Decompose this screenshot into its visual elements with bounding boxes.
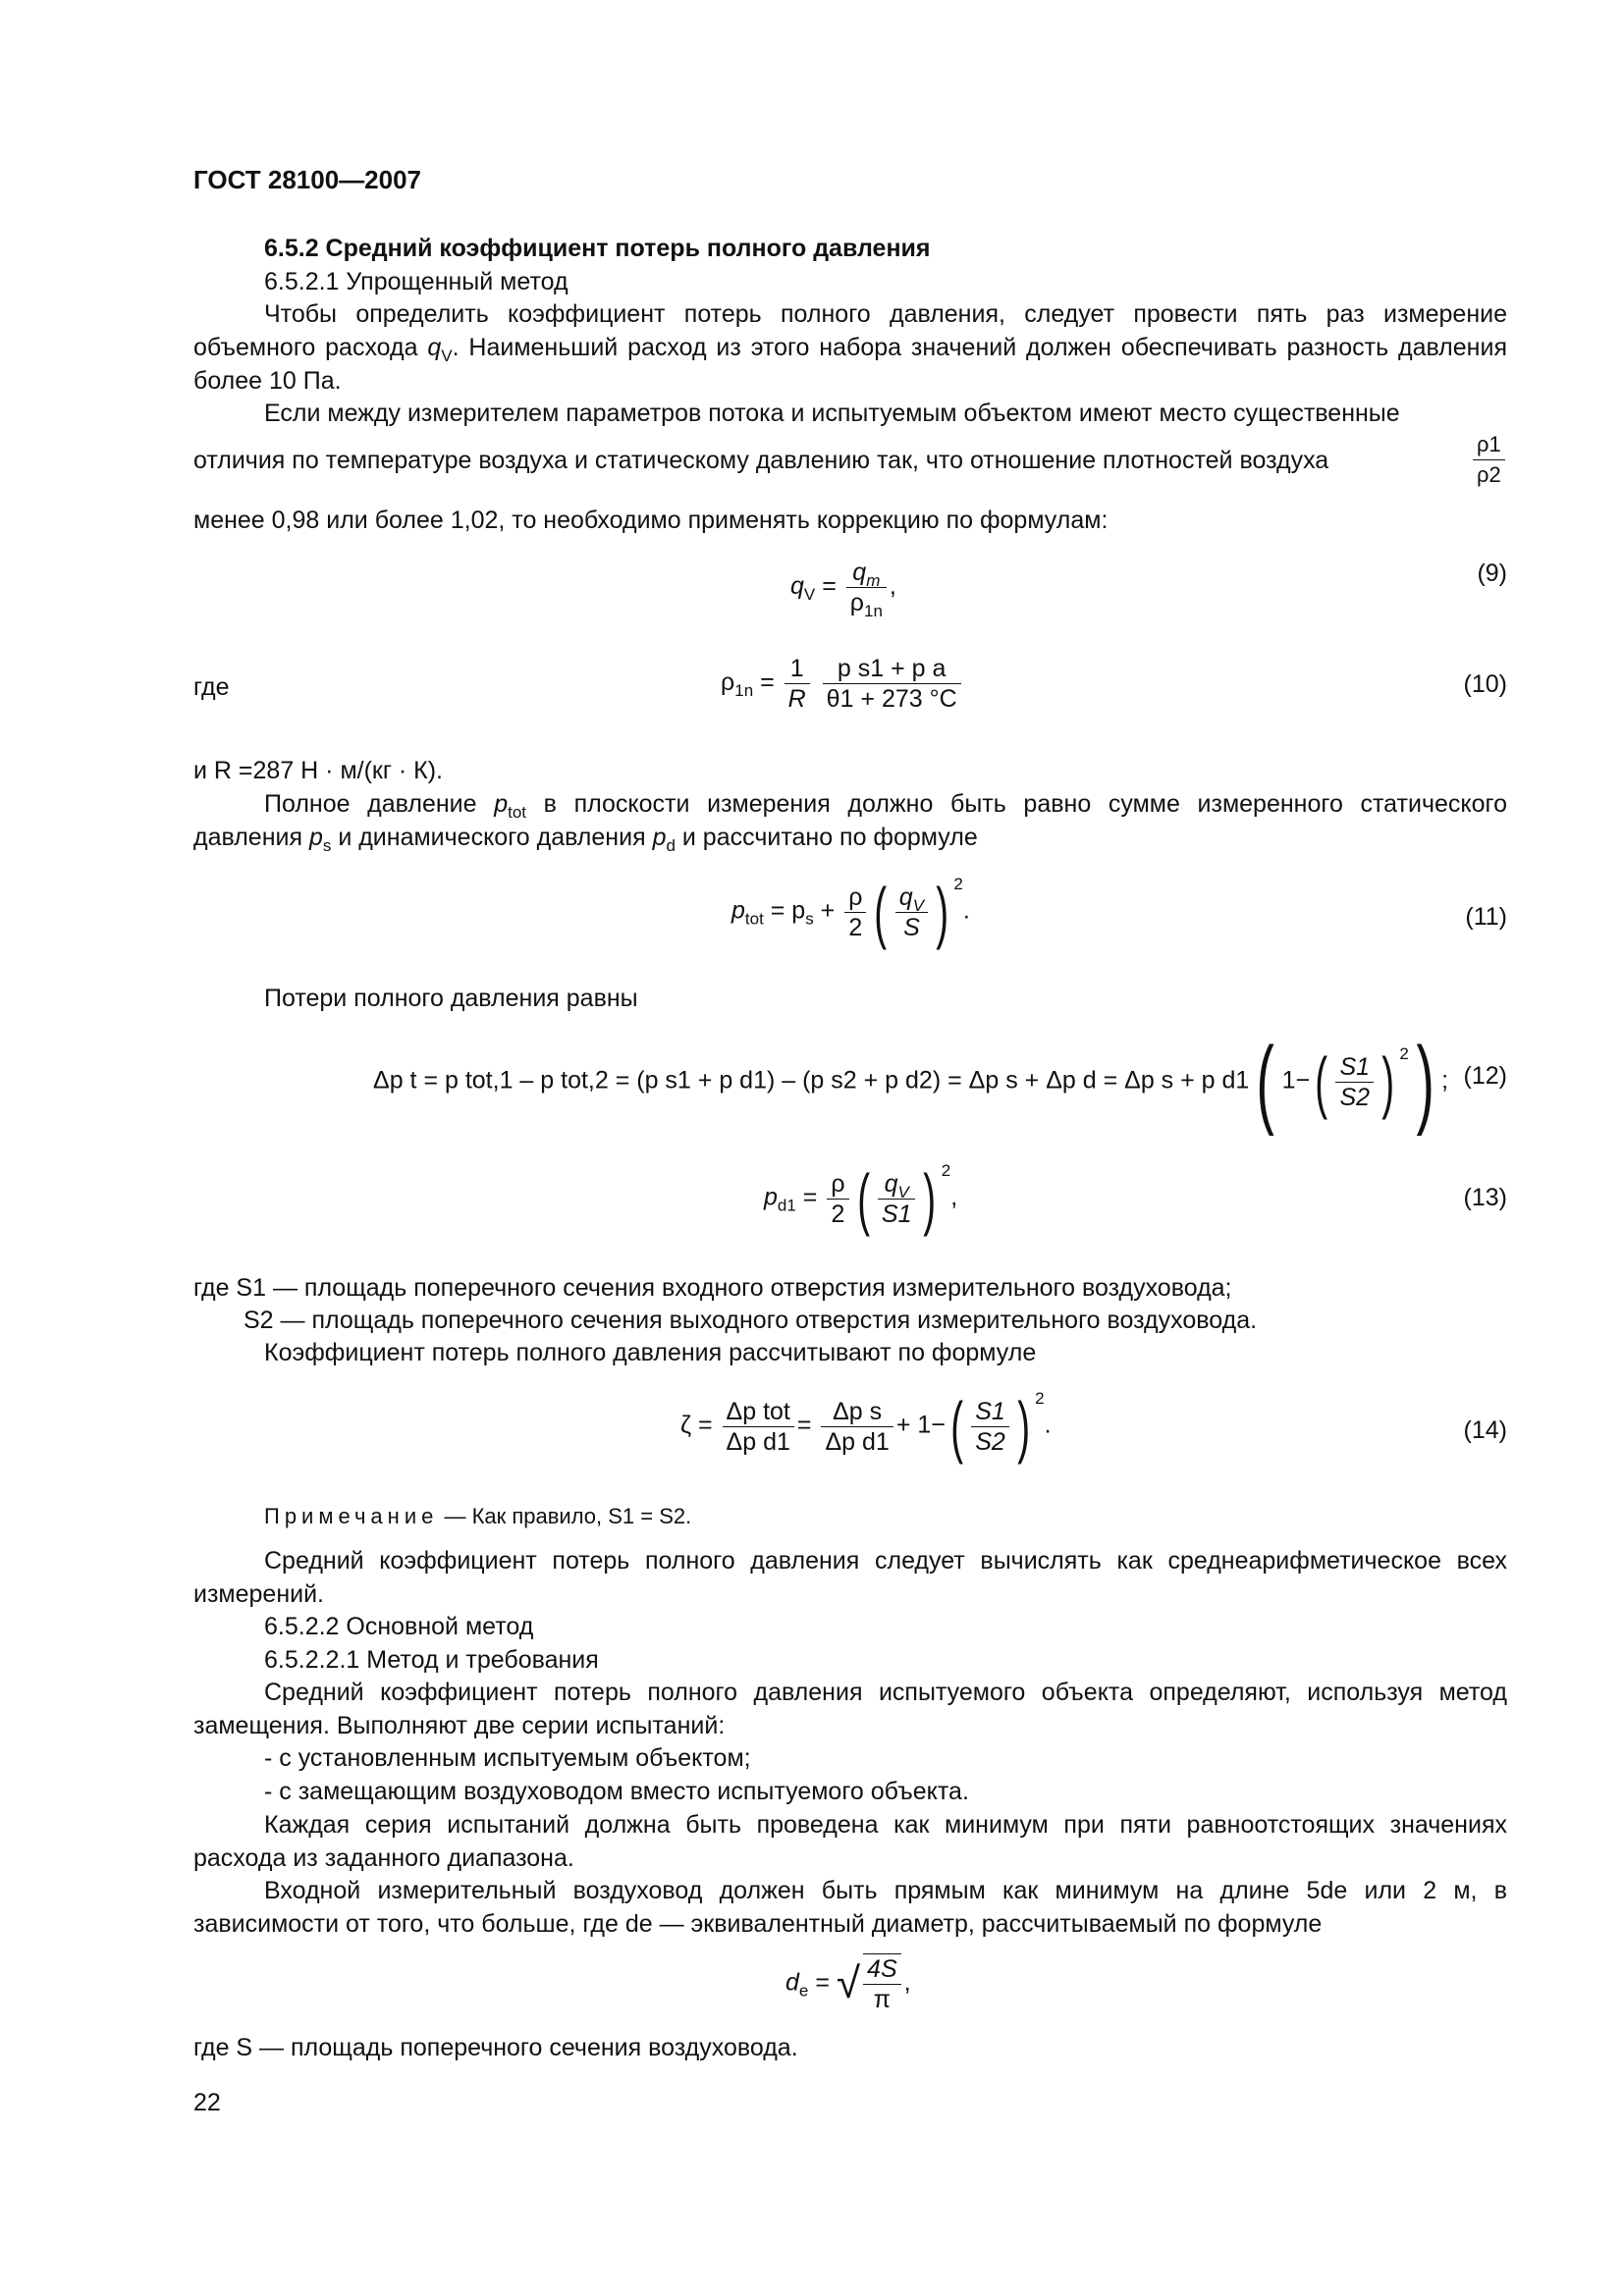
where-s-definition: где S — площадь поперечного сечения воздуховода.: [193, 2034, 798, 2061]
where-s1-definition: где S1 — площадь поперечного сечения входного отверстия измерительного воздуховода;: [193, 1274, 1232, 1302]
page-number: 22: [193, 2089, 221, 2116]
bullet-item: - с замещающим воздуховодом вместо испытуемого объекта.: [264, 1778, 969, 1805]
note: [264, 1500, 691, 1533]
paragraph-substitution-method: Средний коэффициент потерь полного давления испытуемого объекта определяют, используя метод замещения. Выполняют две серии испытаний:: [193, 1679, 1507, 1739]
subsection-title-65221: 6.5.2.2.1 Метод и требования: [264, 1646, 599, 1674]
sqrt-sign: √: [836, 1959, 861, 2007]
coef-formula-label: Коэффициент потерь полного давления рассчитывают по формуле: [264, 1339, 1037, 1366]
equation-10: $\rho_{1n}$ = $\frac{1}{R}$ $\frac{\text{p s1 + p a}}{\theta 1 + 273 ^\circ C}$: [721, 654, 964, 714]
equation-13: $p_{d1}$ = $\frac{\rho}{2}$ ( $\frac{q_V}{S1}$ ) $^2$,: [764, 1160, 958, 1237]
equation-number-11: (11): [1465, 903, 1507, 931]
equation-number-12: (12): [1463, 1062, 1507, 1090]
equation-14: ζ = $\frac{\text{Δp tot}}{\text{Δp d1}}$ = $\frac{\text{Δp s}}{\text{Δp d1}}$ + 1−( $\frac{S1}{S2}$ ) $^2$.: [680, 1388, 1052, 1465]
subsection-title-6521: 6.5.2.1 Упрощенный метод: [264, 268, 568, 295]
note-text: — Как правило, S1 = S2.: [438, 1504, 692, 1528]
equation-number-10: (10): [1463, 670, 1507, 698]
document-header: ГОСТ 28100—2007: [193, 165, 421, 194]
equation-11: $p_{tot} = p_s$ + $\frac{\rho}{2}$ ( $\frac{q_V}{S}$ ) $^2$.: [731, 874, 970, 950]
equation-number-9: (9): [1477, 560, 1507, 587]
equation-equivalent-diameter: $d_e$ = √ $\frac{4S}{\pi}$ ,: [785, 1955, 911, 2013]
paragraph-average-coefficient: Средний коэффициент потерь полного давления следует вычислять как среднеарифметическое всех измерений.: [193, 1547, 1507, 1608]
bullet-item: - с установленным испытуемым объектом;: [264, 1744, 751, 1772]
paragraph-flow-measurement: Чтобы определить коэффициент потерь полного давления, следует провести пять раз измерение объемного расхода $q_V$. Наименьший расход из этого набора значений должен обеспечивать разность давления более 10 Па.: [193, 300, 1507, 395]
paragraph-density-line2: отличия по температуре воздуха и статическому давлению так, что отношение плотностей воздуха: [193, 447, 1329, 474]
note-label: Примечание: [264, 1504, 439, 1528]
equation-number-13: (13): [1463, 1184, 1507, 1211]
paragraph-test-series: Каждая серия испытаний должна быть проведена как минимум при пяти равноотстоящих значениях расхода из заданного диапазона.: [193, 1811, 1507, 1872]
density-ratio-numerator: ρ1: [1473, 430, 1505, 460]
where-s2-definition: S2 — площадь поперечного сечения выходного отверстия измерительного воздуховода.: [243, 1307, 1258, 1334]
paragraph-density-line1: Если между измерителем параметров потока и испытуемым объектом имеют место существенные: [264, 400, 1400, 427]
where-label: где: [193, 673, 230, 701]
paragraph-inlet-duct: Входной измерительный воздуховод должен быть прямым как минимум на длине 5de или 2 м, в зависимости от того, что больше, где de — эквивалентный диаметр, рассчитываемый по формуле: [193, 1877, 1507, 1938]
section-title-652: 6.5.2 Средний коэффициент потерь полного давления: [264, 235, 931, 262]
paragraph-total-pressure: Полное давление $p_{tot}$ в плоскости измерения должно быть равно сумме измеренного статического давления $p_s$ и динамического давления $p_d$ и рассчитано по формуле: [193, 790, 1507, 855]
density-ratio-denominator: ρ2: [1477, 462, 1501, 487]
gas-constant-definition: и R =287 Н · м/(кг · К).: [193, 757, 444, 784]
losses-label: Потери полного давления равны: [264, 985, 638, 1012]
subsection-title-6522: 6.5.2.2 Основной метод: [264, 1613, 534, 1640]
density-ratio: [1470, 430, 1508, 490]
paragraph-density-line3: менее 0,98 или более 1,02, то необходимо применять коррекцию по формулам:: [193, 507, 1109, 534]
equation-9: $q_V$ = $\frac{q_m}{\rho_{1n}}$ ,: [790, 559, 896, 620]
equation-number-14: (14): [1463, 1416, 1507, 1444]
equation-12: Δp t = p tot,1 – p tot,2 = (p s1 + p d1) – (p s2 + p d2) = Δp s + Δp d = Δp s + p d1( 1−( $\frac{S1}{S2}$ ) $^2$) ;: [373, 1027, 1449, 1137]
